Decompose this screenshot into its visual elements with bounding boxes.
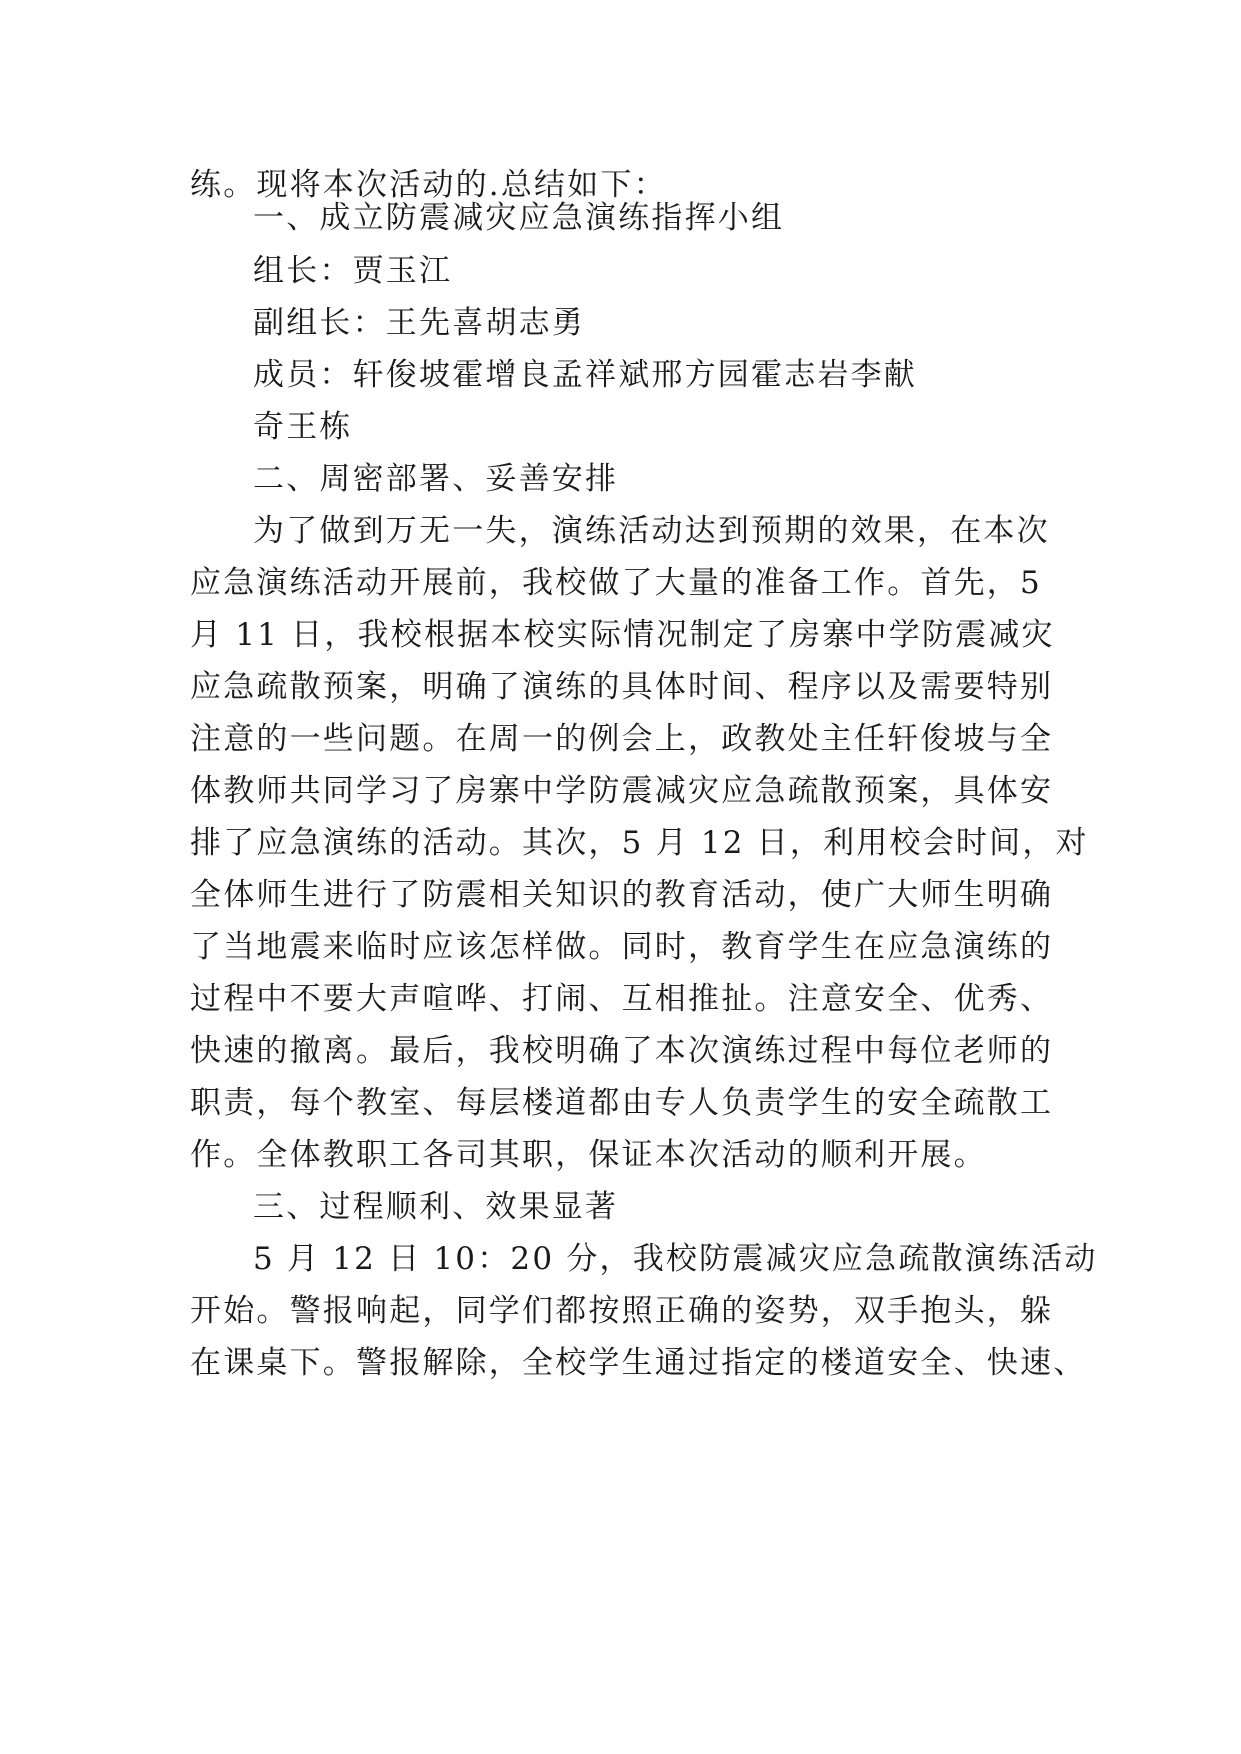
- text-line: 5 月 12 日 10：20 分，我校防震减灾应急疏散演练活动: [253, 1241, 1098, 1277]
- text-line: 体教师共同学习了房寨中学防震减灾应急疏散预案，具体安: [190, 773, 1054, 809]
- text-line: 应急演练活动开展前，我校做了大量的准备工作。首先，5: [190, 565, 1042, 601]
- text-line: 开始。警报响起，同学们都按照正确的姿势，双手抱头，躲: [190, 1293, 1054, 1329]
- text-line: 过程中不要大声喧哗、打闹、互相推扯。注意安全、优秀、: [190, 981, 1054, 1017]
- text-line: 排了应急演练的活动。其次，5 月 12 日，利用校会时间，对: [190, 825, 1089, 861]
- text-line: 为了做到万无一失，演练活动达到预期的效果，在本次: [253, 513, 1050, 549]
- text-line: 作。全体教职工各司其职，保证本次活动的顺利开展。: [190, 1137, 987, 1173]
- text-line: 练。现将本次活动的.总结如下：: [190, 167, 667, 203]
- text-line: 了当地震来临时应该怎样做。同时，教育学生在应急演练的: [190, 929, 1054, 965]
- section-heading: 二、周密部署、妥善安排: [253, 461, 619, 497]
- text-line: 快速的撤离。最后，我校明确了本次演练过程中每位老师的: [190, 1033, 1054, 1069]
- text-line: 组长：贾玉江: [253, 253, 453, 289]
- text-line: 奇王栋: [253, 409, 353, 445]
- text-line: 在课桌下。警报解除，全校学生通过指定的楼道安全、快速、: [190, 1345, 1087, 1381]
- text-line: 全体师生进行了防震相关知识的教育活动，使广大师生明确: [190, 877, 1054, 913]
- text-line: 副组长：王先喜胡志勇: [253, 305, 585, 341]
- text-line: 职责，每个教室、每层楼道都由专人负责学生的安全疏散工: [190, 1085, 1054, 1121]
- text-line: 应急疏散预案，明确了演练的具体时间、程序以及需要特别: [190, 669, 1054, 705]
- text-line: 注意的一些问题。在周一的例会上，政教处主任轩俊坡与全: [190, 721, 1054, 757]
- section-heading: 三、过程顺利、效果显著: [253, 1189, 619, 1225]
- text-line: 成员：轩俊坡霍增良孟祥斌邢方园霍志岩李献: [253, 357, 917, 393]
- text-line: 月 11 日，我校根据本校实际情况制定了房寨中学防震减灾: [190, 617, 1055, 653]
- section-heading: 一、成立防震减灾应急演练指挥小组: [253, 200, 785, 236]
